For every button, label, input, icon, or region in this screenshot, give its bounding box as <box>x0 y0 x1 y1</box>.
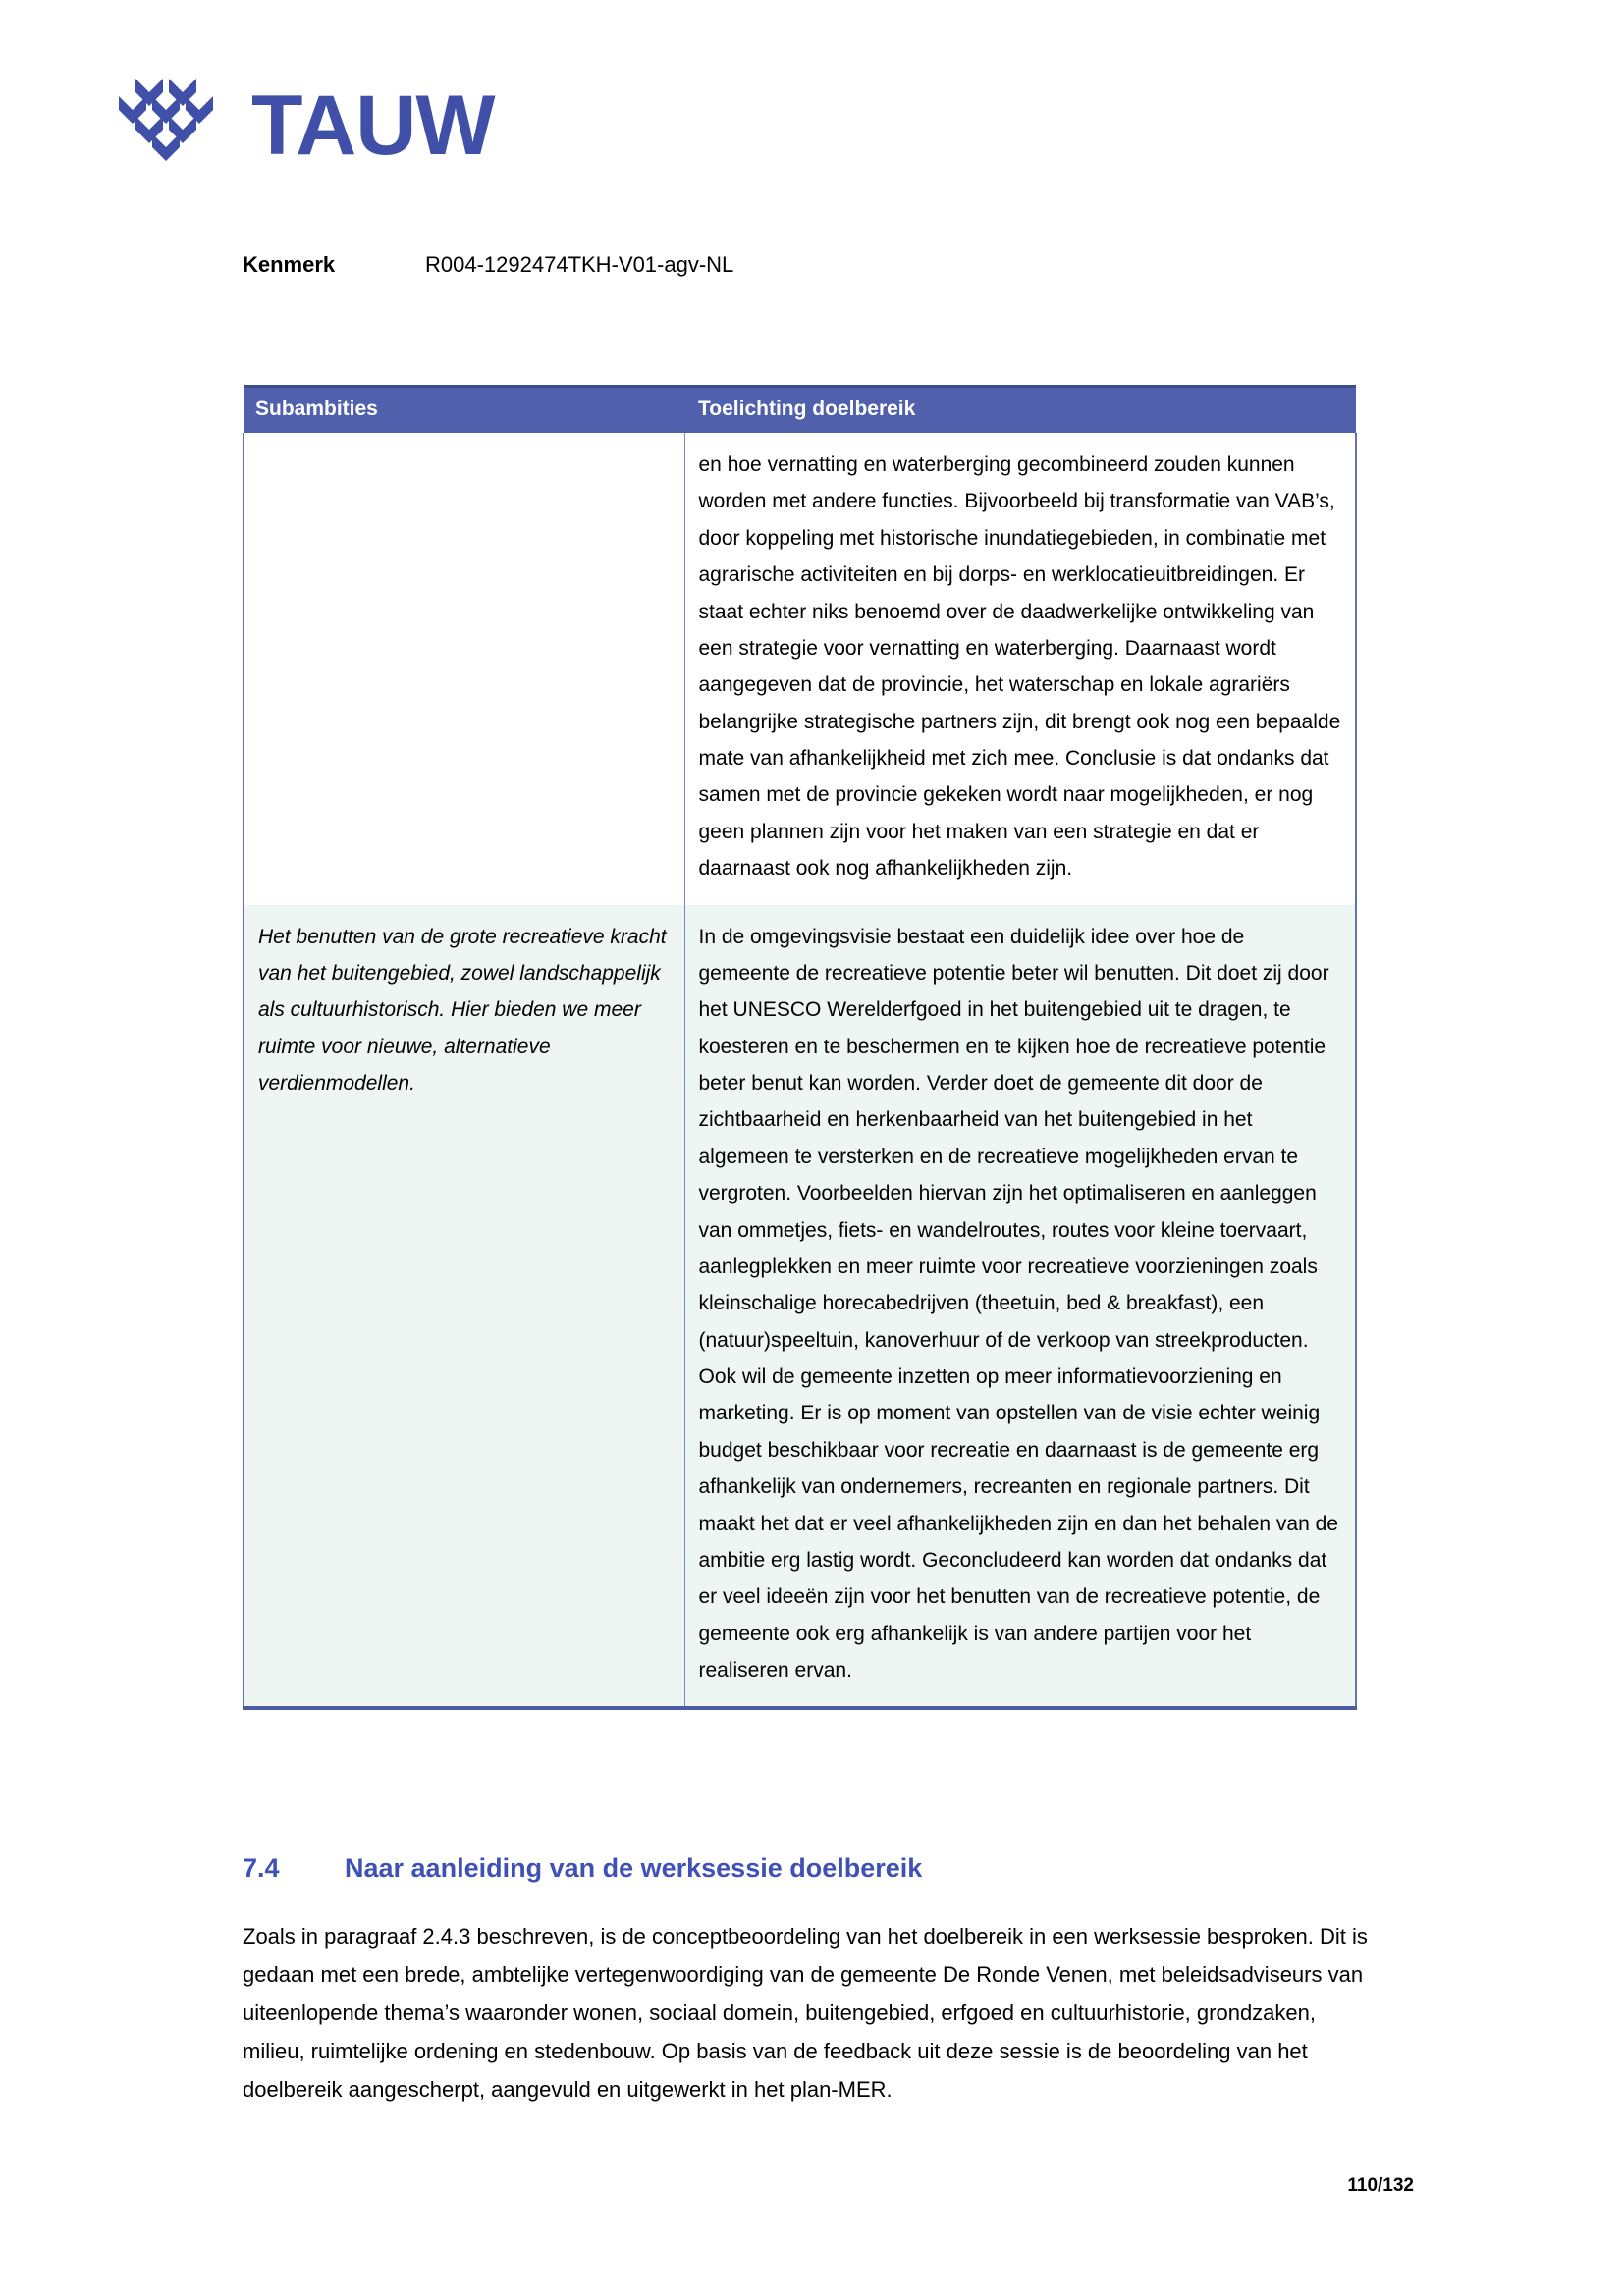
cell-subambitie <box>244 433 684 905</box>
section-title: Naar aanleiding van de werksessie doelbereik <box>345 1853 923 1883</box>
column-header-toelichting: Toelichting doelbereik <box>684 387 1356 434</box>
subambities-table <box>243 385 1357 1710</box>
cell-toelichting: en hoe vernatting en waterberging gecombineerd zouden kunnen worden met andere functies. Bijvoorbeeld bij transformatie van VAB’s, door koppeling met historische inundatiegebieden, in combinatie met agrarische activiteiten en bij dorps- en werklocatieuitbreidingen. Er staat echter niks benoemd over de daadwerkelijke ontwikkeling van een strategie voor vernatting en waterberging. Daarnaast wordt aangegeven dat de provincie, het waterschap en lokale agrariërs belangrijke strategische partners zijn, dit brengt ook nog een bepaalde mate van afhankelijkheid met zich mee. Conclusie is dat ondanks dat samen met de provincie gekeken wordt naar mogelijkheden, er nog geen plannen zijn voor het maken van een strategie en dat er daarnaast ook nog afhankelijkheden zijn. <box>684 433 1356 905</box>
section-paragraph: Zoals in paragraaf 2.4.3 beschreven, is de conceptbeoordeling van het doelbereik in een werksessie besproken. Dit is gedaan met een brede, ambtelijke vertegenwoordiging van de gemeente De Ronde Venen, met beleidsadviseurs van uiteenlopende thema’s waaronder wonen, sociaal domein, buitengebied, erfgoed en cultuurhistorie, grondzaken, milieu, ruimtelijke ordening en stedenbouw. Op basis van de feedback uit deze sessie is de beoordeling van het doelbereik aangescherpt, aangevuld en uitgewerkt in het plan-MER. <box>243 1924 1368 2102</box>
column-header-subambities: Subambities <box>244 387 684 434</box>
kenmerk-label: Kenmerk <box>243 252 336 277</box>
table-row <box>244 433 1356 905</box>
cell-toelichting: In de omgevingsvisie bestaat een duidelijk idee over hoe de gemeente de recreatieve potentie beter wil benutten. Dit doet zij door het UNESCO Werelderfgoed in het buitengebied uit te dragen, te koesteren en te beschermen en te kijken hoe de recreatieve potentie beter benut kan worden. Verder doet de gemeente dit door de zichtbaarheid en herkenbaarheid van het buitengebied in het algemeen te versterken en de recreatieve mogelijkheden ervan te vergroten. Voorbeelden hiervan zijn het optimaliseren en aanleggen van ommetjes, fiets- en wandelroutes, routes voor kleine toervaart, aanlegplekken en meer ruimte voor recreatieve voorzieningen zoals kleinschalige horecabedrijven (theetuin, bed & breakfast), een (natuur)speeltuin, kanoverhuur of de verkoop van streekproducten. Ook wil de gemeente inzetten op meer informatievoorziening en marketing. Er is op moment van opstellen van de visie echter weinig budget beschikbaar voor recreatie en daarnaast is de gemeente erg afhankelijk van ondernemers, recreanten en regionale partners. Dit maakt het dat er veel afhankelijkheden zijn en dan het behalen van de ambitie erg lastig wordt. Geconcludeerd kan worden dat ondanks dat er veel ideeën zijn voor het benutten van de recreatieve potentie, de gemeente ook erg afhankelijk is van andere partijen voor het realiseren ervan. <box>684 905 1356 1709</box>
section-number: 7.4 <box>243 1853 280 1883</box>
section-heading <box>243 1853 1362 1884</box>
cell-subambitie: Het benutten van de grote recreatieve kracht van het buitengebied, zowel landschappelijk als cultuurhistorisch. Hier bieden we meer ruimte voor nieuwe, alternatieve verdienmodellen. <box>244 905 684 1709</box>
page-number: 110/132 <box>1347 2175 1414 2196</box>
table-row <box>244 905 1356 1709</box>
kenmerk-row <box>243 251 733 280</box>
brand-wordmark: TAUW <box>251 79 495 173</box>
kenmerk-value: R004-1292474TKH-V01-agv-NL <box>425 252 734 277</box>
tauw-logo <box>106 77 495 175</box>
tauw-chevron-lattice-logo-icon <box>106 77 226 175</box>
table-header-row <box>244 387 1356 434</box>
